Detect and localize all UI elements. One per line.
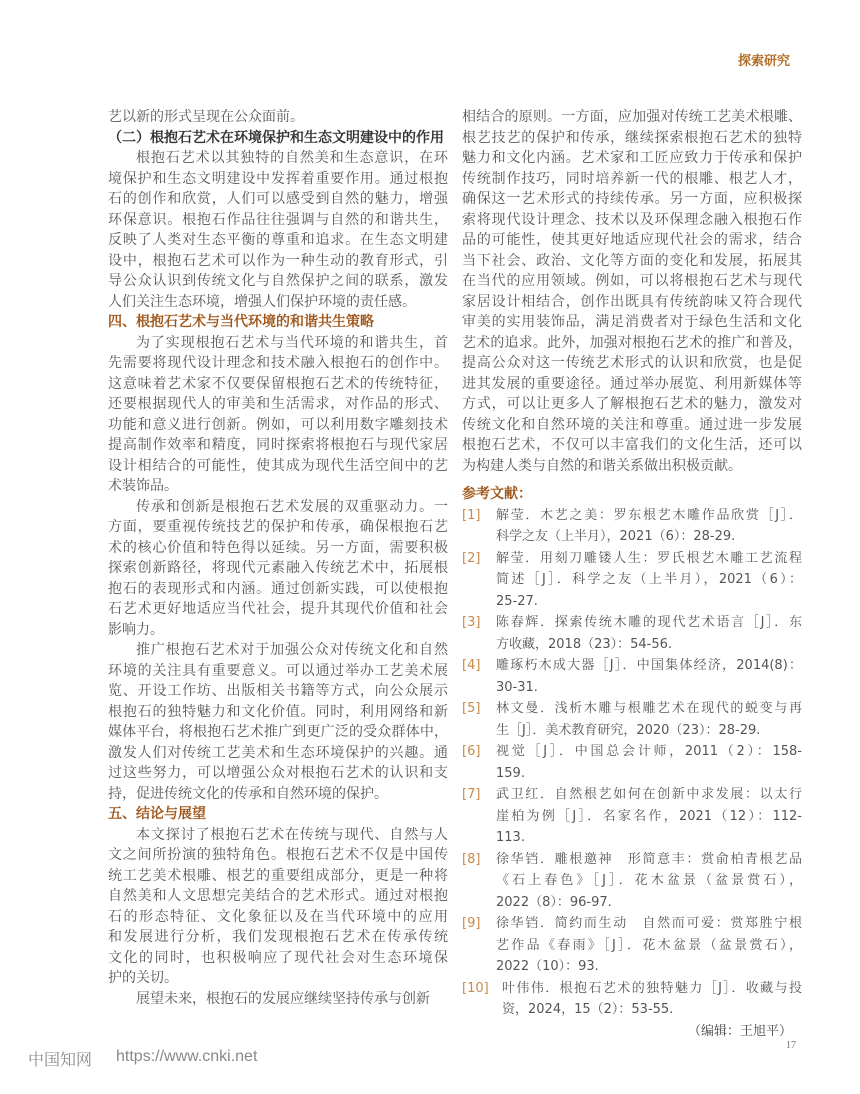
text-line: 过这些努力，可以增强公众对根抱石艺术的认识和支 (108, 765, 448, 781)
reference-item (462, 548, 802, 613)
reference-line: 林文曼．浅析木雕与根雕艺术在现代的蜕变与再 (496, 701, 802, 716)
paragraph (462, 107, 802, 476)
reference-line: 生［J］．美术教育研究，2020（23）：28-29. (496, 722, 761, 738)
text-line: 览、开设工作坊、出版相关书籍等方式，向公众展示 (108, 683, 448, 699)
text-line: 进其发展的重要途径。通过举办展览、利用新媒体等 (462, 375, 802, 392)
reference-line: 简述［J］．科学之友（上半月），2021（6）： (496, 572, 802, 587)
text-line: 影响力。 (108, 621, 164, 638)
text-line: 石艺术更好地适应当代社会，提升其现代价值和社会 (108, 601, 448, 617)
reference-text (496, 612, 802, 655)
editor-credit: （编辑：王旭平） (687, 1023, 792, 1039)
text-line: 石的形态特征、文化象征以及在当代环境中的应用 (108, 908, 448, 925)
cnki-logo-text: 中国知网 (28, 1050, 93, 1069)
reference-line: 2022（8）：96-97. (496, 894, 612, 910)
text-line: 文之间所扮演的独特角色。根抱石艺术不仅是中国传 (108, 847, 448, 863)
reference-item (462, 913, 802, 978)
reference-line: 25-27. (496, 593, 538, 609)
text-line: 相结合的原则。一方面，应加强对传统工艺美术根雕、 (462, 109, 802, 125)
reference-line: 叶伟伟．根抱石艺术的独特魅力［J］．收藏与投 (502, 980, 802, 996)
reference-number: [6] (462, 744, 481, 759)
text-line: 索将现代设计理念、技术以及环保理念融入根抱石作 (462, 211, 802, 228)
reference-item (462, 698, 802, 741)
text-line: 魅力和文化内涵。艺术家和工匠应致力于传承和保护 (462, 150, 802, 166)
text-line: 导公众认识到传统文化与自然保护之间的联系，激发 (108, 273, 448, 289)
left-column (108, 107, 448, 1009)
text-line: 环保意识。根抱石作品往往强调与自然的和谐共生， (108, 211, 448, 228)
reference-number: [5] (462, 701, 481, 716)
reference-number: [8] (462, 851, 481, 867)
section-heading: 四、根抱石艺术与当代环境的和谐共生策略 (108, 314, 374, 330)
text-line: 根抱石艺术以其独特的自然美和生态意识，在环 (136, 150, 448, 166)
text-line: 传统制作技巧，同时培养新一代的根雕、根艺人才， (462, 170, 802, 187)
reference-line: 《石上春色》［J］．花木盆景（盆景赏石）， (496, 873, 802, 888)
text-line: 术的核心价值和特色得以延续。另一方面，需要积极 (108, 539, 448, 556)
reference-line: 2022（10）：93. (496, 959, 599, 974)
text-line: 设计相结合的可能性，使其成为现代生活空间中的艺 (108, 457, 448, 474)
text-line: 根抱石艺术，不仅可以丰富我们的文化生活，还可以 (462, 437, 802, 453)
text-line: 方面，要重视传统技艺的保护和传承，确保根抱石艺 (108, 519, 448, 535)
text-line: 当下社会、政治、文化等方面的变化和发展，拓展其 (462, 252, 802, 269)
text-line: 先需要将现代设计理念和技术融入根抱石的创作中。 (108, 355, 448, 371)
reference-number: [9] (462, 916, 481, 931)
reference-item (462, 849, 802, 914)
cnki-url[interactable]: https://www.cnki.net (116, 1048, 258, 1065)
text-line: 文化的同时，也积极响应了现代社会对生态环境保 (108, 949, 448, 966)
text-line: 人们关注生态环境，增强人们保护环境的责任感。 (108, 293, 416, 310)
text-line: 护的关切。 (108, 970, 178, 986)
text-line: 自然美和人文思想完美结合的艺术形式。通过对根抱 (108, 888, 448, 904)
text-line: 为构建人类与自然的和谐关系做出积极贡献。 (462, 457, 742, 474)
running-head: 探索研究 (738, 54, 791, 69)
text-line: 探索创新路径，将现代元素融入传统艺术中，拓展根 (108, 560, 448, 576)
text-line: 激发人们对传统工艺美术和生态环境保护的兴趣。通 (108, 744, 448, 761)
text-line: 审美的实用装饰品，满足消费者对于绿色生活和文化 (462, 314, 802, 330)
paragraph (108, 825, 448, 989)
reference-text (496, 913, 802, 978)
reference-line: 徐华铛．雕根邀神 形简意丰：赏俞柏青根艺品 (496, 851, 802, 867)
text-line: 持，促进传统文化的传承和自然环境的保护。 (108, 785, 388, 802)
page-number: 17 (786, 1040, 796, 1051)
text-line: 环境的关注具有重要意义。可以通过举办工艺美术展 (108, 662, 448, 679)
reference-item (462, 784, 802, 849)
text-line: 媒体平台，将根抱石艺术推广到更广泛的受众群体中， (108, 724, 448, 740)
text-line: 本文探讨了根抱石艺术在传统与现代、自然与人 (136, 826, 448, 843)
right-column (462, 107, 802, 1042)
reference-text (496, 741, 802, 784)
text-line: 统工艺美术根雕、根艺的重要组成部分，更是一种将 (108, 867, 448, 884)
text-line: 为了实现根抱石艺术与当代环境的和谐共生，首 (136, 334, 448, 351)
reference-line: 陈春辉．探索传统木雕的现代艺术语言［J］．东 (496, 615, 802, 630)
paragraph (108, 640, 448, 804)
reference-line: 资，2024，15（2）：53-55. (502, 1002, 674, 1017)
reference-line: 视觉［J］．中国总会计师，2011（2）：158- (496, 744, 802, 759)
text-line: 艺以新的形式呈现在公众面前。 (108, 109, 304, 125)
text-line: 根艺技艺的保护和传承，继续探索根抱石艺术的独特 (462, 129, 802, 146)
references-list (462, 505, 802, 1021)
text-line: 方式，可以让更多人了解根抱石艺术的魅力，激发对 (462, 396, 802, 412)
text-line: 品的可能性，使其更好地适应现代社会的需求，结合 (462, 232, 802, 248)
text-line: 还要根据现代人的审美和生活需求，对作品的形式、 (108, 396, 448, 412)
reference-text (496, 698, 802, 741)
text-line: 艺术的追求。此外，加强对根抱石艺术的推广和普及， (462, 334, 802, 351)
reference-text (496, 505, 802, 548)
text-line: 推广根抱石艺术对于加强公众对传统文化和自然 (136, 642, 448, 658)
text-line: 家居设计相结合，创作出既具有传统韵味又符合现代 (462, 293, 802, 310)
reference-line: 徐华铛．简约而生动 自然而可爱：赏郑胜宁根 (496, 916, 802, 931)
reference-line: 科学之友（上半月），2021（6）：28-29. (496, 529, 736, 544)
reference-text (502, 978, 802, 1021)
reference-line: 艺作品《春雨》［J］．花木盆景（盆景赏石）， (496, 937, 802, 953)
references-heading: 参考文献： (462, 486, 532, 502)
reference-line: 159. (496, 765, 525, 781)
text-line: 根抱石的独特魅力和文化价值。同时，利用网络和新 (108, 703, 448, 720)
reference-line: 方收藏，2018（23）：54-56. (496, 636, 673, 652)
reference-text (496, 548, 802, 613)
text-line: 展望未来，根抱石的发展应继续坚持传承与创新 (136, 990, 430, 1007)
reference-number: [3] (462, 615, 481, 630)
text-line: 传承和创新是根抱石艺术发展的双重驱动力。一 (136, 498, 448, 515)
reference-text (496, 655, 802, 698)
reference-line: 武卫红．自然根艺如何在创新中求发展：以太行 (496, 787, 802, 802)
reference-number: [4] (462, 658, 481, 673)
section-heading: 五、结论与展望 (108, 806, 206, 822)
reference-number: [2] (462, 550, 481, 566)
reference-item (462, 505, 802, 548)
reference-number: [1] (462, 507, 481, 523)
paragraph (108, 148, 448, 312)
text-line: 和发展进行分析，我们发现根抱石艺术在传承传统 (108, 929, 448, 945)
reference-item (462, 612, 802, 655)
paragraph (108, 989, 448, 1010)
reference-item (462, 978, 802, 1021)
paragraph (108, 333, 448, 497)
right-body-text (462, 107, 802, 476)
text-line: 石的创作和欣赏，人们可以感受到自然的魅力，增强 (108, 191, 448, 207)
paragraph (108, 107, 448, 128)
paragraph (108, 497, 448, 641)
text-line: 确保这一艺术形式的持续传承。另一方面，应积极探 (462, 191, 802, 207)
subsection-heading: （二）根抱石艺术在环境保护和生态文明建设中的作用 (108, 129, 444, 146)
reference-line: 雕琢朽木成大器［J］．中国集体经济，2014(8)： (496, 658, 802, 673)
reference-line: 解莹．用刻刀雕镂人生：罗氏根艺木雕工艺流程 (496, 550, 802, 566)
text-line: 在当代的应用领域。例如，可以将根抱石艺术与现代 (462, 273, 802, 289)
text-line: 术装饰品。 (108, 478, 178, 494)
text-line: 提高公众对这一传统艺术形式的认识和欣赏，也是促 (462, 355, 802, 371)
reference-number: [10] (462, 980, 489, 996)
reference-item (462, 741, 802, 784)
text-line: 境保护和生态文明建设中发挥着重要作用。通过根抱 (108, 170, 448, 187)
text-line: 设中，根抱石艺术可以作为一种生动的教育形式，引 (108, 252, 448, 269)
reference-line: 113. (496, 830, 525, 845)
reference-line: 崖柏为例［J］．名家名作，2021（12）：112- (496, 808, 802, 824)
reference-line: 解莹．木艺之美：罗东根艺木雕作品欣赏［J］． (496, 507, 802, 523)
reference-text (496, 849, 802, 914)
reference-number: [7] (462, 787, 481, 802)
reference-item (462, 655, 802, 698)
text-line: 这意味着艺术家不仅要保留根抱石艺术的传统特征， (108, 375, 448, 392)
reference-text (496, 784, 802, 849)
text-line: 抱石的表现形式和内涵。通过创新实践，可以使根抱 (108, 580, 448, 597)
text-line: 功能和意义进行创新。例如，可以利用数字雕刻技术 (108, 416, 448, 433)
text-line: 反映了人类对生态平衡的尊重和追求。在生态文明建 (108, 232, 448, 248)
reference-line: 30-31. (496, 679, 538, 695)
text-line: 传统文化和自然环境的关注和尊重。通过进一步发展 (462, 416, 802, 433)
text-line: 提高制作效率和精度，同时探索将根抱石与现代家居 (108, 437, 448, 453)
